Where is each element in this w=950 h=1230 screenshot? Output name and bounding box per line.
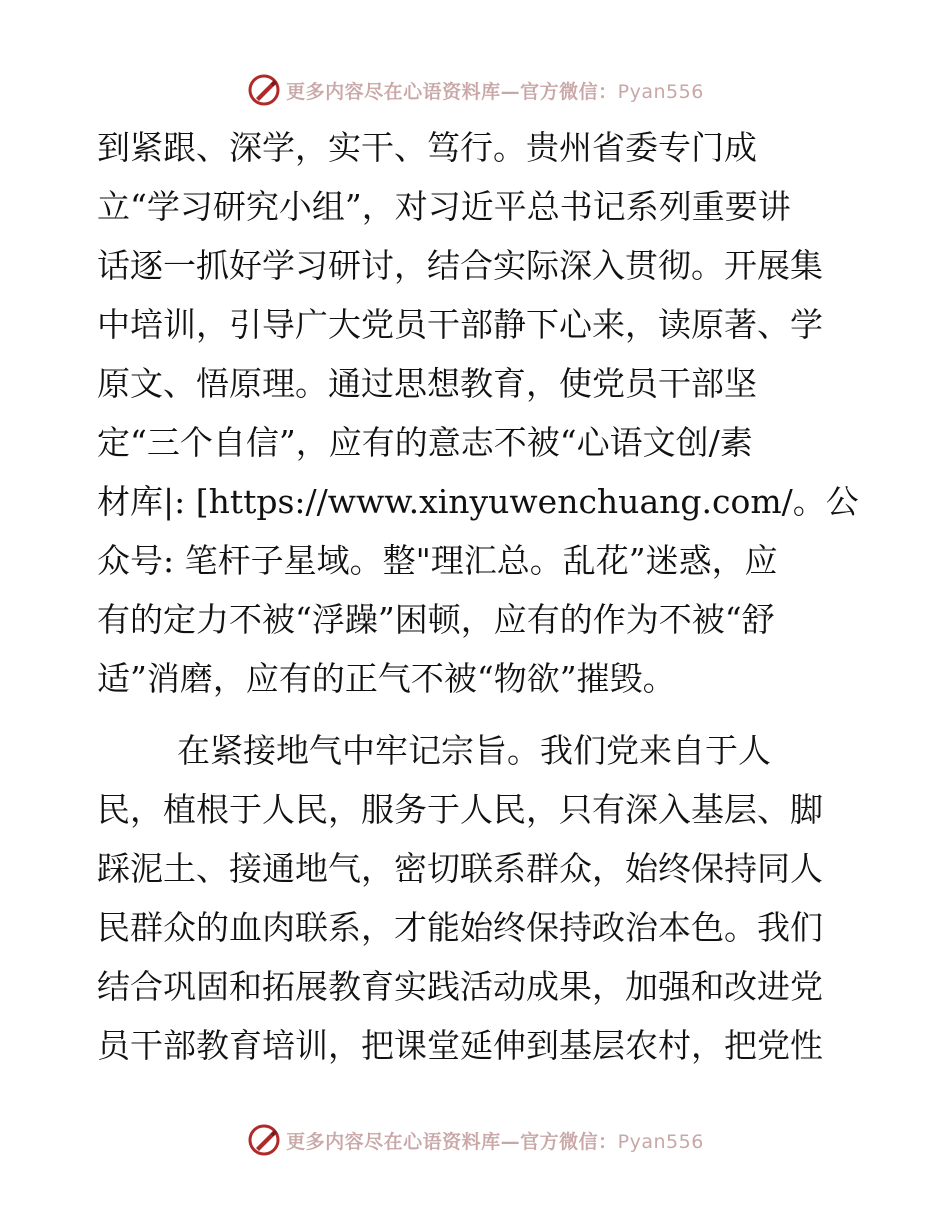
- text-line: 民群众的血肉联系，才能始终保持政治本色。我们: [97, 908, 823, 947]
- text-line: 有的定力不被“浮躁”困顿，应有的作为不被“舒: [97, 600, 775, 639]
- text-line: 中培训，引导广大党员干部静下心来，读原著、学: [97, 305, 823, 344]
- paragraph-1: [97, 118, 857, 708]
- text-line: 话逐一抓好学习研讨，结合实际深入贯彻。开展集: [97, 246, 823, 285]
- text-line: 适”消磨，应有的正气不被“物欲”摧毁。: [97, 659, 676, 698]
- text-line: 踩泥土、接通地气，密切联系群众，始终保持同人: [97, 849, 823, 888]
- text-line: 民，植根于人民，服务于人民，只有深入基层、脚: [97, 790, 823, 829]
- paragraph-2: [97, 721, 857, 1075]
- footer-banner: [0, 1120, 950, 1160]
- text-line: 众号: 笔杆子星域。整"理汇总。乱花”迷惑，应: [97, 541, 778, 580]
- text-line: 员干部教育培训，把课堂延伸到基层农村，把党性: [97, 1026, 823, 1065]
- text-line: 定“三个自信”，应有的意志不被“心语文创/素: [97, 423, 753, 462]
- text-line: 立“学习研究小组”，对习近平总书记系列重要讲: [97, 187, 791, 226]
- text-line: 结合巩固和拓展教育实践活动成果，加强和改进党: [97, 967, 823, 1006]
- pen-logo-icon: [246, 1122, 282, 1158]
- header-banner: [0, 70, 950, 110]
- pen-logo-icon: [246, 72, 282, 108]
- footer-banner-text: 更多内容尽在心语资料库—官方微信：Pyan556: [286, 1130, 704, 1153]
- text-line: 到紧跟、深学，实干、笃行。贵州省委专门成: [97, 128, 757, 167]
- text-line: 在紧接地气中牢记宗旨。我们党来自于人: [177, 731, 771, 770]
- footer-banner-account: Pyan556: [617, 1130, 704, 1153]
- text-line: 材库|: [https://www.xinyuwenchuang.com/。公: [97, 482, 859, 521]
- header-banner-account: Pyan556: [617, 80, 704, 103]
- document-body: [97, 118, 857, 1075]
- text-line: 原文、悟原理。通过思想教育，使党员干部坚: [97, 364, 757, 403]
- header-banner-text: 更多内容尽在心语资料库—官方微信：Pyan556: [286, 80, 704, 103]
